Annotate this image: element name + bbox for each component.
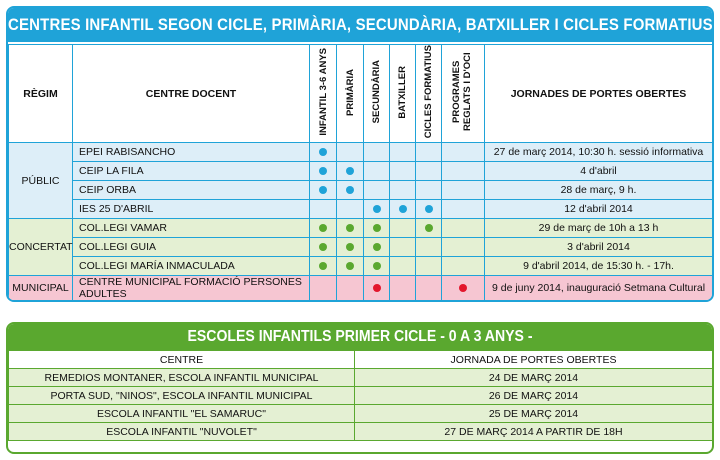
schools-table <box>8 44 713 301</box>
open-day-cell: 29 de març de 10h a 13 h <box>485 219 713 238</box>
level-cell <box>364 162 390 181</box>
schools-table-header-row <box>9 45 713 143</box>
nursery-centre-cell: REMEDIOS MONTANER, ESCOLA INFANTIL MUNICIPAL <box>9 369 355 387</box>
nursery-jornada-cell: 24 DE MARÇ 2014 <box>355 369 713 387</box>
nursery-jornada-cell: 25 DE MARÇ 2014 <box>355 405 713 423</box>
nursery-header-jornada: JORNADA DE PORTES OBERTES <box>355 351 713 369</box>
schools-table-panel <box>6 6 714 302</box>
table-row <box>9 405 713 423</box>
level-cell <box>442 238 485 257</box>
level-dot-icon <box>346 224 354 232</box>
level-cell <box>416 200 442 219</box>
regim-cell: PÚBLIC <box>9 143 73 219</box>
level-cell <box>390 257 416 276</box>
level-cell <box>390 200 416 219</box>
table-row <box>9 162 713 181</box>
table-row <box>9 369 713 387</box>
level-cell <box>416 143 442 162</box>
table-row <box>9 276 713 301</box>
open-day-cell: 4 d'abril <box>485 162 713 181</box>
level-dot-icon <box>346 262 354 270</box>
level-cell <box>442 162 485 181</box>
level-cell <box>390 143 416 162</box>
level-cell <box>310 181 337 200</box>
schools-table-title <box>8 8 712 42</box>
centre-name-cell: CENTRE MUNICIPAL FORMACIÓ PERSONES ADULTES <box>73 276 310 301</box>
level-cell <box>337 200 364 219</box>
open-day-cell: 27 de març 2014, 10:30 h. sessió informativa <box>485 143 713 162</box>
open-day-cell: 9 d'abril 2014, de 15:30 h. - 17h. <box>485 257 713 276</box>
level-cell <box>310 143 337 162</box>
level-dot-icon <box>319 167 327 175</box>
table-row <box>9 238 713 257</box>
level-dot-icon <box>373 262 381 270</box>
nursery-centre-cell: PORTA SUD, "NINOS", ESCOLA INFANTIL MUNICIPAL <box>9 387 355 405</box>
level-dot-icon <box>373 224 381 232</box>
level-cell <box>364 143 390 162</box>
level-cell <box>364 181 390 200</box>
level-dot-icon <box>346 186 354 194</box>
level-dot-icon <box>373 284 381 292</box>
level-cell <box>364 238 390 257</box>
nursery-jornada-cell: 26 DE MARÇ 2014 <box>355 387 713 405</box>
level-cell <box>390 162 416 181</box>
level-dot-icon <box>346 243 354 251</box>
centre-name-cell: CEIP LA FILA <box>73 162 310 181</box>
centre-name-cell: CEIP ORBA <box>73 181 310 200</box>
schools-table-body <box>9 143 713 301</box>
table-row <box>9 423 713 441</box>
level-cell <box>310 276 337 301</box>
centre-name-cell: COL.LEGI GUIA <box>73 238 310 257</box>
level-cell <box>310 219 337 238</box>
nursery-table-header-row <box>9 351 713 369</box>
level-cell <box>416 257 442 276</box>
regim-cell: CONCERTAT <box>9 219 73 276</box>
open-day-cell: 12 d'abril 2014 <box>485 200 713 219</box>
level-cell <box>442 219 485 238</box>
nursery-table-panel <box>6 322 714 454</box>
level-cell <box>390 276 416 301</box>
nursery-table <box>8 350 713 441</box>
level-dot-icon <box>425 224 433 232</box>
level-cell <box>390 219 416 238</box>
header-programes <box>442 45 485 143</box>
level-cell <box>416 181 442 200</box>
level-cell <box>310 238 337 257</box>
nursery-centre-cell: ESCOLA INFANTIL "NUVOLET" <box>9 423 355 441</box>
level-dot-icon <box>319 148 327 156</box>
level-cell <box>416 276 442 301</box>
header-primaria-text: PRIMÀRIA <box>344 68 356 116</box>
header-centre: CENTRE DOCENT <box>73 45 310 143</box>
header-batxiller-text: BATXILLER <box>397 65 408 119</box>
level-dot-icon <box>319 186 327 194</box>
level-cell <box>337 238 364 257</box>
level-cell <box>442 276 485 301</box>
level-cell <box>337 219 364 238</box>
level-cell <box>337 181 364 200</box>
level-cell <box>337 162 364 181</box>
level-cell <box>337 257 364 276</box>
centre-name-cell: IES 25 D'ABRIL <box>73 200 310 219</box>
header-programes-text: PROGRAMES REGLATS I D'OCI <box>451 52 473 132</box>
level-cell <box>310 257 337 276</box>
open-day-cell: 9 de juny 2014, inauguració Setmana Cultural <box>485 276 713 301</box>
header-secundaria <box>364 45 390 143</box>
table-row <box>9 143 713 162</box>
open-day-cell: 3 d'abril 2014 <box>485 238 713 257</box>
level-cell <box>310 200 337 219</box>
header-cicles <box>416 45 442 143</box>
level-dot-icon <box>373 243 381 251</box>
nursery-table-title-text: ESCOLES INFANTILS PRIMER CICLE - 0 A 3 ANYS - <box>187 328 533 345</box>
level-dot-icon <box>319 262 327 270</box>
level-cell <box>442 143 485 162</box>
regim-cell: MUNICIPAL <box>9 276 73 301</box>
centre-name-cell: COL.LEGI VAMAR <box>73 219 310 238</box>
header-batxiller <box>390 45 416 143</box>
header-primaria <box>337 45 364 143</box>
nursery-jornada-cell: 27 DE MARÇ 2014 A PARTIR DE 18H <box>355 423 713 441</box>
schools-table-title-text: CENTRES INFANTIL SEGON CICLE, PRIMÀRIA, SECUNDÀRIA, BATXILLER I CICLES FORMATIUS <box>7 15 713 34</box>
header-secundaria-text: SECUNDÀRIA <box>371 60 382 124</box>
open-day-cell: 28 de març, 9 h. <box>485 181 713 200</box>
level-cell <box>337 276 364 301</box>
level-cell <box>364 219 390 238</box>
level-cell <box>364 200 390 219</box>
table-row <box>9 181 713 200</box>
level-cell <box>442 257 485 276</box>
nursery-table-title <box>8 324 712 350</box>
table-row <box>9 200 713 219</box>
level-cell <box>442 200 485 219</box>
header-cicles-text: CICLES FORMATIUS <box>423 45 434 139</box>
level-dot-icon <box>373 205 381 213</box>
table-row <box>9 387 713 405</box>
table-row <box>9 257 713 276</box>
level-cell <box>390 238 416 257</box>
level-dot-icon <box>425 205 433 213</box>
level-cell <box>416 238 442 257</box>
level-dot-icon <box>459 284 467 292</box>
level-cell <box>390 181 416 200</box>
level-dot-icon <box>399 205 407 213</box>
table-row <box>9 219 713 238</box>
header-infantil <box>310 45 337 143</box>
level-cell <box>442 181 485 200</box>
nursery-header-centre: CENTRE <box>9 351 355 369</box>
level-cell <box>416 219 442 238</box>
level-cell <box>337 143 364 162</box>
header-infantil-text: INFANTIL 3-6 ANYS <box>317 48 329 136</box>
centre-name-cell: EPEI RABISANCHO <box>73 143 310 162</box>
level-cell <box>310 162 337 181</box>
header-regim: RÈGIM <box>9 45 73 143</box>
centre-name-cell: COL.LEGI MARÍA INMACULADA <box>73 257 310 276</box>
level-cell <box>364 276 390 301</box>
level-dot-icon <box>319 224 327 232</box>
level-dot-icon <box>346 167 354 175</box>
level-cell <box>364 257 390 276</box>
level-cell <box>416 162 442 181</box>
level-dot-icon <box>319 243 327 251</box>
nursery-table-body <box>9 351 713 441</box>
nursery-centre-cell: ESCOLA INFANTIL "EL SAMARUC" <box>9 405 355 423</box>
header-jornades: JORNADES DE PORTES OBERTES <box>485 45 713 143</box>
